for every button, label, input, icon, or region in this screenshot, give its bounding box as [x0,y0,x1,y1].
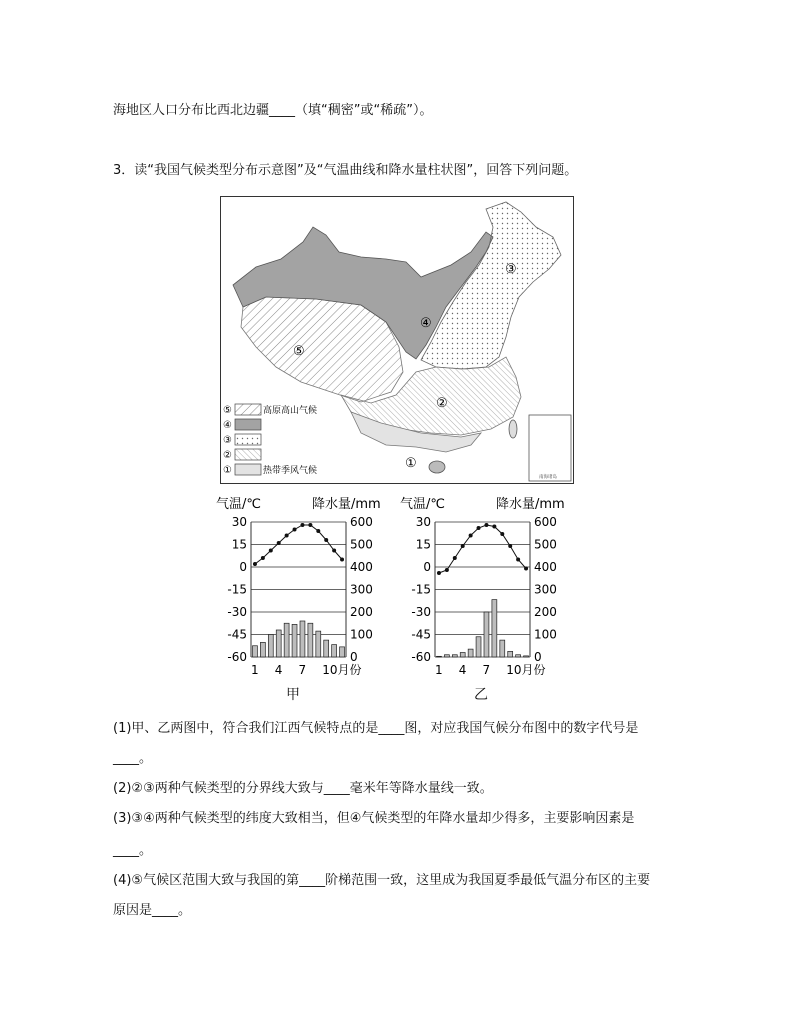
region-label-5: ⑤ [293,344,305,359]
legend-swatch-2 [235,449,261,460]
precip-tick-label: 300 [534,582,557,597]
precip-bar [300,621,305,657]
x-tick-label: 7 [482,663,491,677]
precip-bar [324,640,329,657]
precip-bar [492,600,497,657]
precip-bar [437,656,442,657]
legend-swatch-5 [235,404,261,415]
precip-bar [500,640,505,657]
inset-label: 南海诸岛 [539,475,557,480]
precip-tick-label: 0 [534,650,542,664]
temp-tick-label: -60 [227,650,247,664]
x-tick-label: 4 [274,663,283,677]
legend-num-1: ① [223,465,232,476]
temp-tick-label: 30 [231,515,247,529]
temp-point [492,525,496,529]
temp-tick-label: -45 [411,627,431,642]
sub-question-1-blank: ____。 [113,751,153,766]
temp-point [285,534,289,538]
ylabel-left: 气温/℃ [400,497,445,512]
legend-text-1: 热带季风气候 [263,466,318,476]
temp-point [508,544,512,548]
legend-num-2: ② [223,450,232,461]
legend-num-4: ④ [223,420,232,431]
sub-question-4: (4)⑤气候区范围大致与我国的第____阶梯范围一致，这里成为我国夏季最低气温分布区的主要 [113,873,651,888]
map-legend [223,404,317,476]
precip-bar [340,647,345,657]
temp-point [461,544,465,548]
ylabel-right: 降水量/mm [496,497,565,512]
temp-tick-label: 0 [423,560,431,574]
temp-point [484,523,488,527]
temp-tick-label: -15 [227,582,247,597]
legend-swatch-1 [235,464,261,475]
sub-question-4-line2: 原因是____。 [113,903,192,918]
precip-bar [292,624,297,657]
temp-tick-label: -45 [227,627,247,642]
chart-title-jia: 甲 [286,687,300,703]
precip-bar [444,655,449,657]
ylabel-right: 降水量/mm [312,497,381,512]
chart-title-yi: 乙 [474,687,488,703]
precip-tick-label: 200 [350,605,373,619]
temp-point [516,558,520,562]
precip-bar [316,631,321,657]
temp-tick-label: -30 [227,605,247,619]
temp-point [477,526,481,530]
temp-tick-label: 0 [239,560,247,574]
x-tick-label: 7 [298,663,307,677]
climate-chart-yi [398,492,588,682]
temp-point [469,534,473,538]
south-sea-inset [529,415,571,481]
legend-swatch-4 [235,419,261,430]
temp-point [324,538,328,542]
region-label-3: ③ [505,262,517,277]
precip-bar [308,623,313,657]
temp-point [437,571,441,575]
precip-tick-label: 500 [350,537,373,552]
temp-point [340,558,344,562]
temp-tick-label: 15 [415,537,431,552]
legend-num-3: ③ [223,435,232,446]
precip-bar [332,645,337,657]
precip-tick-label: 600 [534,515,557,529]
precip-bar [476,637,481,657]
precip-bar [276,630,281,657]
precip-tick-label: 200 [534,605,557,619]
region-label-2: ② [436,396,448,411]
precip-bar [284,623,289,657]
question-3-stem: 3．读“我国气候类型分布示意图”及“气温曲线和降水量柱状图”，回答下列问题。 [113,163,578,178]
temp-tick-label: -30 [411,605,431,619]
x-tick-label: 10月份 [506,663,546,677]
temp-point [300,523,304,527]
sub-question-3: (3)③④两种气候类型的纬度大致相当，但④气候类型的年降水量却少得多，主要影响因素是 [113,811,635,826]
precip-bar [460,653,465,658]
region-label-4: ④ [420,316,432,331]
precip-bar [253,646,258,657]
precip-bar [260,642,265,657]
temp-point [316,529,320,533]
precip-bar [508,651,513,657]
temp-tick-label: -15 [411,582,431,597]
temp-point [445,568,449,572]
sub-question-1: (1)甲、乙两图中，符合我们江西气候特点的是____图，对应我国气候分布图中的数字代号是 [113,721,639,736]
climate-chart-jia [214,492,404,682]
temp-point [453,556,457,560]
precip-tick-label: 400 [534,560,557,574]
precip-bar [516,655,521,657]
precip-tick-label: 500 [534,537,557,552]
precip-bar [452,655,457,657]
taiwan-island [509,420,517,438]
legend-swatch-3 [235,434,261,445]
climate-map [220,196,574,484]
x-tick-label: 1 [250,663,259,677]
temp-line [439,525,526,573]
temp-point [524,567,528,571]
precip-bar [484,612,489,657]
precip-tick-label: 0 [350,650,358,664]
hainan-island [429,461,445,473]
legend-num-5: ⑤ [223,405,232,416]
temp-tick-label: 30 [415,515,431,529]
precip-bar [468,649,473,657]
temp-point [500,532,504,536]
precip-tick-label: 100 [350,627,373,642]
sub-question-2: (2)②③两种气候类型的分界线大致与____毫米年等降水量线一致。 [113,781,493,796]
precip-tick-label: 300 [350,582,373,597]
temp-point [253,562,257,566]
precip-bar [268,635,273,658]
sub-question-3-blank: ____。 [113,843,153,858]
ylabel-left: 气温/℃ [216,497,261,512]
temp-point [332,549,336,553]
x-tick-label: 10月份 [322,663,362,677]
legend-text-5: 高原高山气候 [263,406,318,416]
precip-tick-label: 100 [534,627,557,642]
precip-tick-label: 600 [350,515,373,529]
precip-tick-label: 400 [350,560,373,574]
region-label-1: ① [405,456,417,471]
text-line-continuation: 海地区人口分布比西北边疆____（填“稠密”或“稀疏”）。 [113,103,433,118]
x-tick-label: 4 [458,663,467,677]
temp-point [308,523,312,527]
x-tick-label: 1 [434,663,443,677]
temp-tick-label: 15 [231,537,247,552]
temp-point [277,541,281,545]
temp-tick-label: -60 [411,650,431,664]
temp-point [261,556,265,560]
temp-point [293,528,297,532]
precip-bar [524,656,529,657]
climate-map-svg [221,197,573,483]
temp-point [269,549,273,553]
